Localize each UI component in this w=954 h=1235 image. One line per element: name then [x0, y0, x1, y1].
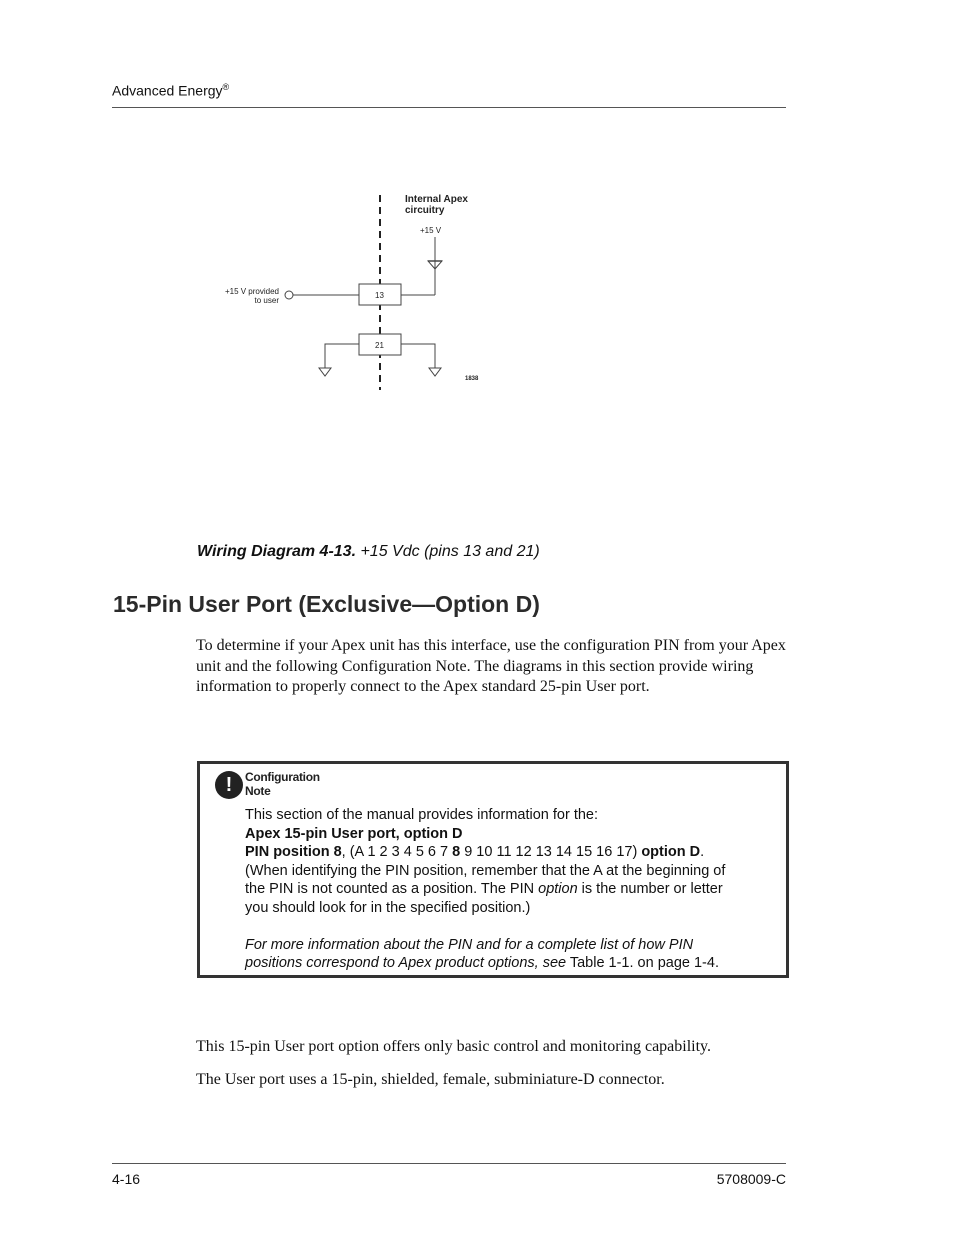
note-line-2	[245, 825, 775, 844]
left-ground-icon	[319, 368, 331, 376]
configuration-note-box	[197, 761, 789, 978]
pin-position-label: PIN position 8	[245, 844, 342, 860]
note-title-line-2: Note	[245, 784, 271, 798]
exclamation-icon: !	[215, 771, 243, 799]
caption-label: Wiring Diagram 4-13.	[197, 543, 357, 560]
voltage-label: +15 V	[420, 226, 442, 235]
note-option-title: Apex 15-pin User port, option D	[245, 825, 463, 842]
pin-seq-after: 9 10 11 12 13 14 15 16 17)	[460, 844, 642, 860]
page-number: 4-16	[112, 1171, 141, 1187]
pin-end: .	[700, 844, 705, 860]
pin-21-label: 21	[375, 341, 384, 350]
note-para-line-2	[245, 880, 775, 899]
note-more-line-2	[245, 954, 775, 973]
document-number: 5708009-C	[716, 1171, 786, 1187]
note-para-line-2a: the PIN is not counted as a position. The PIN	[245, 881, 539, 897]
figure-id: 1838	[465, 376, 479, 382]
note-para-line-3: you should look for in the specified position.)	[245, 899, 531, 916]
note-body	[245, 806, 775, 973]
note-title	[245, 770, 320, 798]
note-para-emphasis: option	[538, 881, 578, 897]
note-more-text-2: positions correspond to Apex product options, see	[245, 955, 567, 971]
note-pin-line	[245, 843, 775, 862]
provided-label-1: +15 V provided	[224, 287, 279, 296]
provided-label-2: to user	[254, 296, 279, 305]
body-paragraph-2: The User port uses a 15-pin, shielded, female, subminiature-D connector.	[196, 1071, 665, 1088]
right-ground-icon	[429, 368, 441, 376]
note-line-1: This section of the manual provides information for the:	[245, 807, 599, 823]
page-footer	[112, 1163, 786, 1187]
brand-name: Advanced Energy	[112, 82, 223, 99]
figure-caption	[197, 543, 540, 561]
note-title-line-1: Configuration	[245, 770, 320, 784]
page-header	[112, 82, 786, 108]
right-ground-wire	[401, 344, 435, 368]
internal-circuitry-title-2: circuitry	[405, 205, 445, 216]
intro-paragraph: To determine if your Apex unit has this interface, use the configuration PIN from your Apex unit and the following Configuration Note. The diagrams in this section provide wiring information to properly connect to the Apex standard 25-pin User port.	[196, 637, 786, 695]
note-para-line-2b: is the number or letter	[577, 881, 723, 897]
pin-highlight: 8	[452, 844, 461, 860]
pin-13-label: 13	[375, 291, 384, 300]
note-more-line-1	[245, 936, 775, 955]
left-ground-wire	[325, 344, 359, 368]
caption-text: +15 Vdc (pins 13 and 21)	[356, 543, 540, 560]
table-reference: Table 1-1. on page 1-4.	[566, 955, 719, 971]
internal-circuitry-title-1: Internal Apex	[405, 194, 468, 205]
user-terminal-icon	[285, 291, 293, 299]
wiring-diagram	[195, 185, 515, 395]
registered-mark: ®	[222, 82, 230, 92]
note-more-text-1: For more information about the PIN and for a complete list of how PIN	[245, 936, 694, 953]
body-paragraph-1: This 15-pin User port option offers only basic control and monitoring capability.	[196, 1038, 712, 1055]
note-para-line-1: (When identifying the PIN position, remember that the A at the beginning of	[245, 862, 726, 879]
pin-seq-before: , (A 1 2 3 4 5 6 7	[341, 844, 453, 860]
section-heading: 15-Pin User Port (Exclusive—Option D)	[113, 591, 540, 617]
pin-option: option D	[641, 844, 701, 860]
